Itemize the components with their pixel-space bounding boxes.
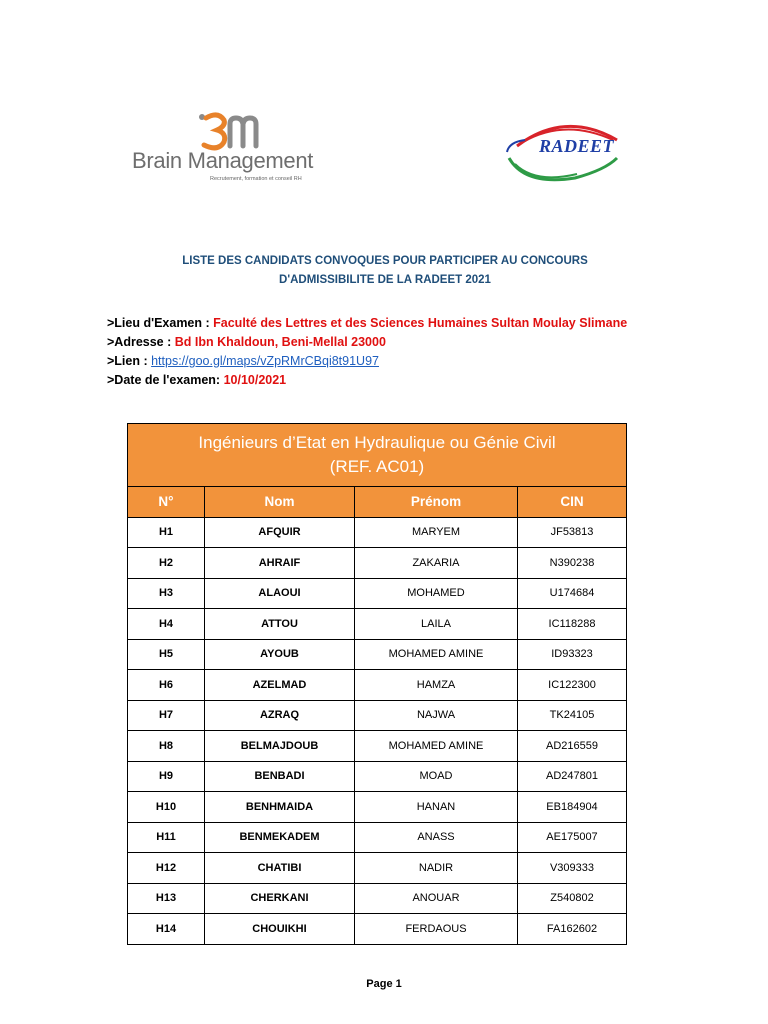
radeet-logo <box>505 118 625 193</box>
cell-cin: TK24105 <box>549 709 595 722</box>
brain-management-name: Brain Management <box>132 148 314 173</box>
table-body <box>128 518 626 945</box>
exam-date-label: >Date de l'examen: <box>107 373 224 387</box>
cell-cin: EB184904 <box>546 800 598 813</box>
cell-nom: BENHMAIDA <box>205 792 355 822</box>
exam-link-label: >Lien : <box>107 354 152 368</box>
exam-location-value: Faculté des Lettres et des Sciences Humaines Sultan Moulay Slimane <box>213 316 628 330</box>
cell-cin: IC122300 <box>548 678 596 691</box>
cell-prenom: ANASS <box>355 823 518 853</box>
exam-date-value: 10/10/2021 <box>223 373 287 387</box>
exam-map-link[interactable]: https://goo.gl/maps/vZpRMrCBqi8t91U97 <box>151 354 379 368</box>
cell-prenom: FERDAOUS <box>355 914 518 944</box>
document-title <box>120 252 650 290</box>
cell-cin: Z540802 <box>550 892 594 905</box>
cell-nom: AYOUB <box>205 640 355 670</box>
cell-nom: ALAOUI <box>205 579 355 609</box>
cell-prenom: ZAKARIA <box>355 548 518 578</box>
table-row <box>128 701 626 732</box>
brain-management-logo <box>132 112 322 192</box>
cell-number: H12 <box>128 853 205 883</box>
column-header-number: N° <box>128 487 205 517</box>
table-row <box>128 609 626 640</box>
cell-number: H13 <box>128 884 205 914</box>
exam-date <box>107 371 627 390</box>
table-row <box>128 792 626 823</box>
table-row <box>128 640 626 671</box>
cell-number: H7 <box>128 701 205 731</box>
cell-cin: ID93323 <box>551 648 593 661</box>
table-title-line-2: (REF. AC01) <box>329 457 425 476</box>
cell-prenom: MOHAMED <box>355 579 518 609</box>
cell-number: H3 <box>128 579 205 609</box>
exam-location-label: >Lieu d'Examen : <box>107 316 214 330</box>
cell-number: H11 <box>128 823 205 853</box>
cell-number: H9 <box>128 762 205 792</box>
cell-cin: AD247801 <box>546 770 598 783</box>
table-row <box>128 884 626 915</box>
cell-cin: V309333 <box>549 861 595 874</box>
brain-management-tagline: Recrutement, formation et conseil RH <box>210 176 302 182</box>
table-row <box>128 579 626 610</box>
cell-number: H14 <box>128 914 205 944</box>
cell-prenom: MOAD <box>355 762 518 792</box>
cell-cin: N390238 <box>549 556 595 569</box>
table-row <box>128 548 626 579</box>
title-line-2: D'ADMISSIBILITE DE LA RADEET 2021 <box>279 274 491 286</box>
cell-number: H6 <box>128 670 205 700</box>
exam-address-label: >Adresse : <box>107 335 175 349</box>
cell-nom: AZRAQ <box>205 701 355 731</box>
table-row <box>128 914 626 945</box>
cell-prenom: LAILA <box>355 609 518 639</box>
cell-number: H8 <box>128 731 205 761</box>
cell-prenom: NADIR <box>355 853 518 883</box>
cell-nom: CHERKANI <box>205 884 355 914</box>
cell-nom: AFQUIR <box>205 518 355 548</box>
cell-nom: CHOUIKHI <box>205 914 355 944</box>
exam-link <box>107 352 627 371</box>
title-line-1: LISTE DES CANDIDATS CONVOQUES POUR PARTICIPER AU CONCOURS <box>182 255 588 267</box>
exam-info <box>107 314 627 390</box>
cell-prenom: NAJWA <box>355 701 518 731</box>
cell-nom: BENMEKADEM <box>205 823 355 853</box>
cell-number: H10 <box>128 792 205 822</box>
table-row <box>128 670 626 701</box>
cell-nom: AZELMAD <box>205 670 355 700</box>
table-row <box>128 731 626 762</box>
table-row <box>128 853 626 884</box>
cell-prenom: MOHAMED AMINE <box>355 640 518 670</box>
exam-address-value: Bd Ibn Khaldoun, Beni-Mellal 23000 <box>174 335 386 349</box>
cell-number: H4 <box>128 609 205 639</box>
table-title <box>128 424 626 487</box>
cell-prenom: HAMZA <box>355 670 518 700</box>
candidates-table <box>127 423 627 945</box>
cell-number: H2 <box>128 548 205 578</box>
table-title-line-1: Ingénieurs d’Etat en Hydraulique ou Génie Civil <box>198 433 556 452</box>
table-row <box>128 762 626 793</box>
cell-prenom: HANAN <box>355 792 518 822</box>
cell-cin: FA162602 <box>546 922 598 935</box>
cell-cin: JF53813 <box>550 526 594 539</box>
cell-nom: ATTOU <box>205 609 355 639</box>
cell-cin: IC118288 <box>548 617 596 630</box>
cell-cin: AD216559 <box>546 739 598 752</box>
cell-nom: BELMAJDOUB <box>205 731 355 761</box>
cell-prenom: MOHAMED AMINE <box>355 731 518 761</box>
cell-nom: AHRAIF <box>205 548 355 578</box>
exam-address <box>107 333 627 352</box>
cell-nom: BENBADI <box>205 762 355 792</box>
cell-cin: U174684 <box>549 587 595 600</box>
brain-management-mark-icon <box>196 112 266 152</box>
cell-number: H5 <box>128 640 205 670</box>
column-header-nom: Nom <box>205 487 355 517</box>
cell-cin: AE175007 <box>546 831 598 844</box>
cell-nom: CHATIBI <box>205 853 355 883</box>
column-header-cin: CIN <box>560 494 584 510</box>
cell-prenom: ANOUAR <box>355 884 518 914</box>
table-row <box>128 518 626 549</box>
page-number: Page 1 <box>366 978 402 990</box>
cell-number: H1 <box>128 518 205 548</box>
table-header-row <box>128 487 626 518</box>
exam-location <box>107 314 627 333</box>
column-header-prenom: Prénom <box>355 487 518 517</box>
table-row <box>128 823 626 854</box>
radeet-name: RADEET <box>539 136 615 156</box>
cell-prenom: MARYEM <box>355 518 518 548</box>
